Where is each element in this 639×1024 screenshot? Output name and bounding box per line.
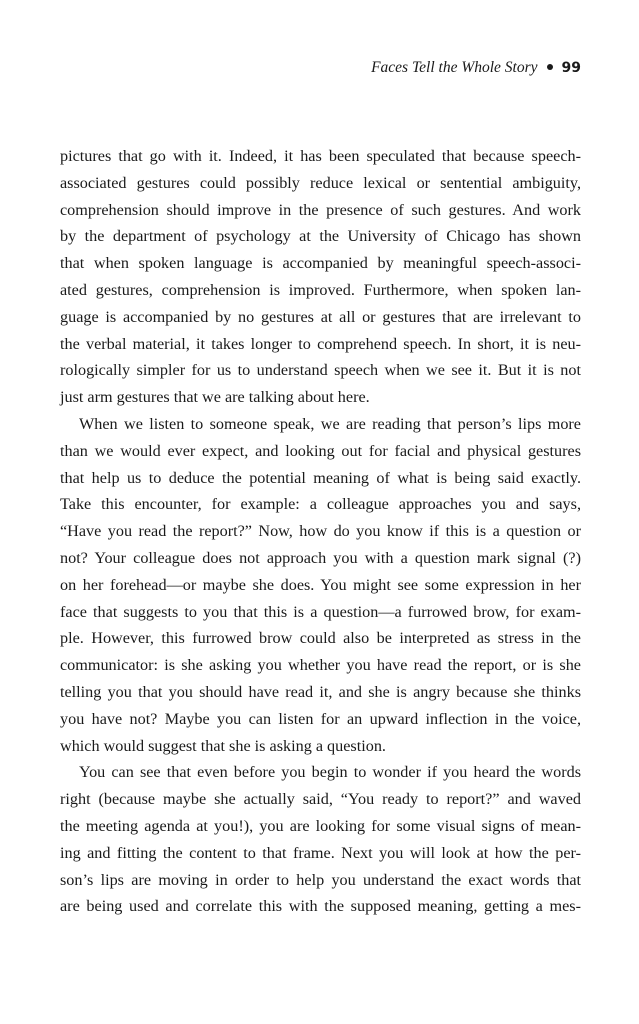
page-number: 99 <box>561 60 581 76</box>
text-line: that when spoken language is accompanied by meaningful speech-associ- <box>60 254 581 273</box>
paragraph <box>60 143 581 411</box>
bullet-separator-icon <box>547 64 553 70</box>
text-line: rologically simpler for us to understand speech when we see it. But it is not <box>60 361 581 380</box>
text-line: pictures that go with it. Indeed, it has been speculated that because speech- <box>60 147 581 165</box>
text-line: on her forehead—or maybe she does. You might see some expression in her <box>60 575 581 594</box>
paragraph <box>60 411 581 759</box>
text-line: You can see that even before you begin to wonder if you heard the words <box>79 763 581 782</box>
text-line: are being used and correlate this with the supposed meaning, getting a mes- <box>60 897 581 916</box>
text-line: communicator: is she asking you whether you have read the report, or is she <box>60 656 581 675</box>
text-line: son’s lips are moving in order to help you understand the exact words that <box>60 870 581 889</box>
text-line: not? Your colleague does not approach you with a question mark signal (?) <box>60 548 581 567</box>
text-line: ing and fitting the content to that frame. Next you will look at how the per- <box>60 843 581 862</box>
text-line: telling you that you should have read it, and she is angry because she thinks <box>60 682 581 701</box>
paragraph <box>60 759 581 920</box>
text-line: comprehension should improve in the presence of such gestures. And work <box>60 200 581 219</box>
text-line: When we listen to someone speak, we are reading that person’s lips more <box>79 414 581 433</box>
body-text <box>60 143 581 920</box>
text-line: right (because maybe she actually said, “You ready to report?” and waved <box>60 790 581 809</box>
text-line: “Have you read the report?” Now, how do you know if this is a question or <box>60 522 581 541</box>
text-line: associated gestures could possibly reduce lexical or sentential ambiguity, <box>60 173 581 192</box>
text-line: which would suggest that she is asking a question. <box>60 736 386 755</box>
text-line: than we would ever expect, and looking out for facial and physical gestures <box>60 441 581 460</box>
text-line: you have not? Maybe you can listen for an upward inflection in the voice, <box>60 709 581 728</box>
text-line: ple. However, this furrowed brow could also be interpreted as stress in the <box>60 629 581 648</box>
text-line: the meeting agenda at you!), you are looking for some visual signs of mean- <box>60 816 581 835</box>
text-line: that help us to deduce the potential meaning of what is being said exactly. <box>60 468 581 487</box>
text-line: Take this encounter, for example: a colleague approaches you and says, <box>60 495 581 514</box>
text-line: face that suggests to you that this is a question—a furrowed brow, for exam- <box>60 602 581 621</box>
running-head <box>371 58 581 78</box>
running-title: Faces Tell the Whole Story <box>371 59 538 76</box>
text-line: guage is accompanied by no gestures at all or gestures that are irrelevant to <box>60 307 581 326</box>
text-line: ated gestures, comprehension is improved. Furthermore, when spoken lan- <box>60 280 581 299</box>
text-line: by the department of psychology at the University of Chicago has shown <box>60 227 581 246</box>
text-line: just arm gestures that we are talking about here. <box>60 388 370 407</box>
text-line: the verbal material, it takes longer to comprehend speech. In short, it is neu- <box>60 334 581 353</box>
